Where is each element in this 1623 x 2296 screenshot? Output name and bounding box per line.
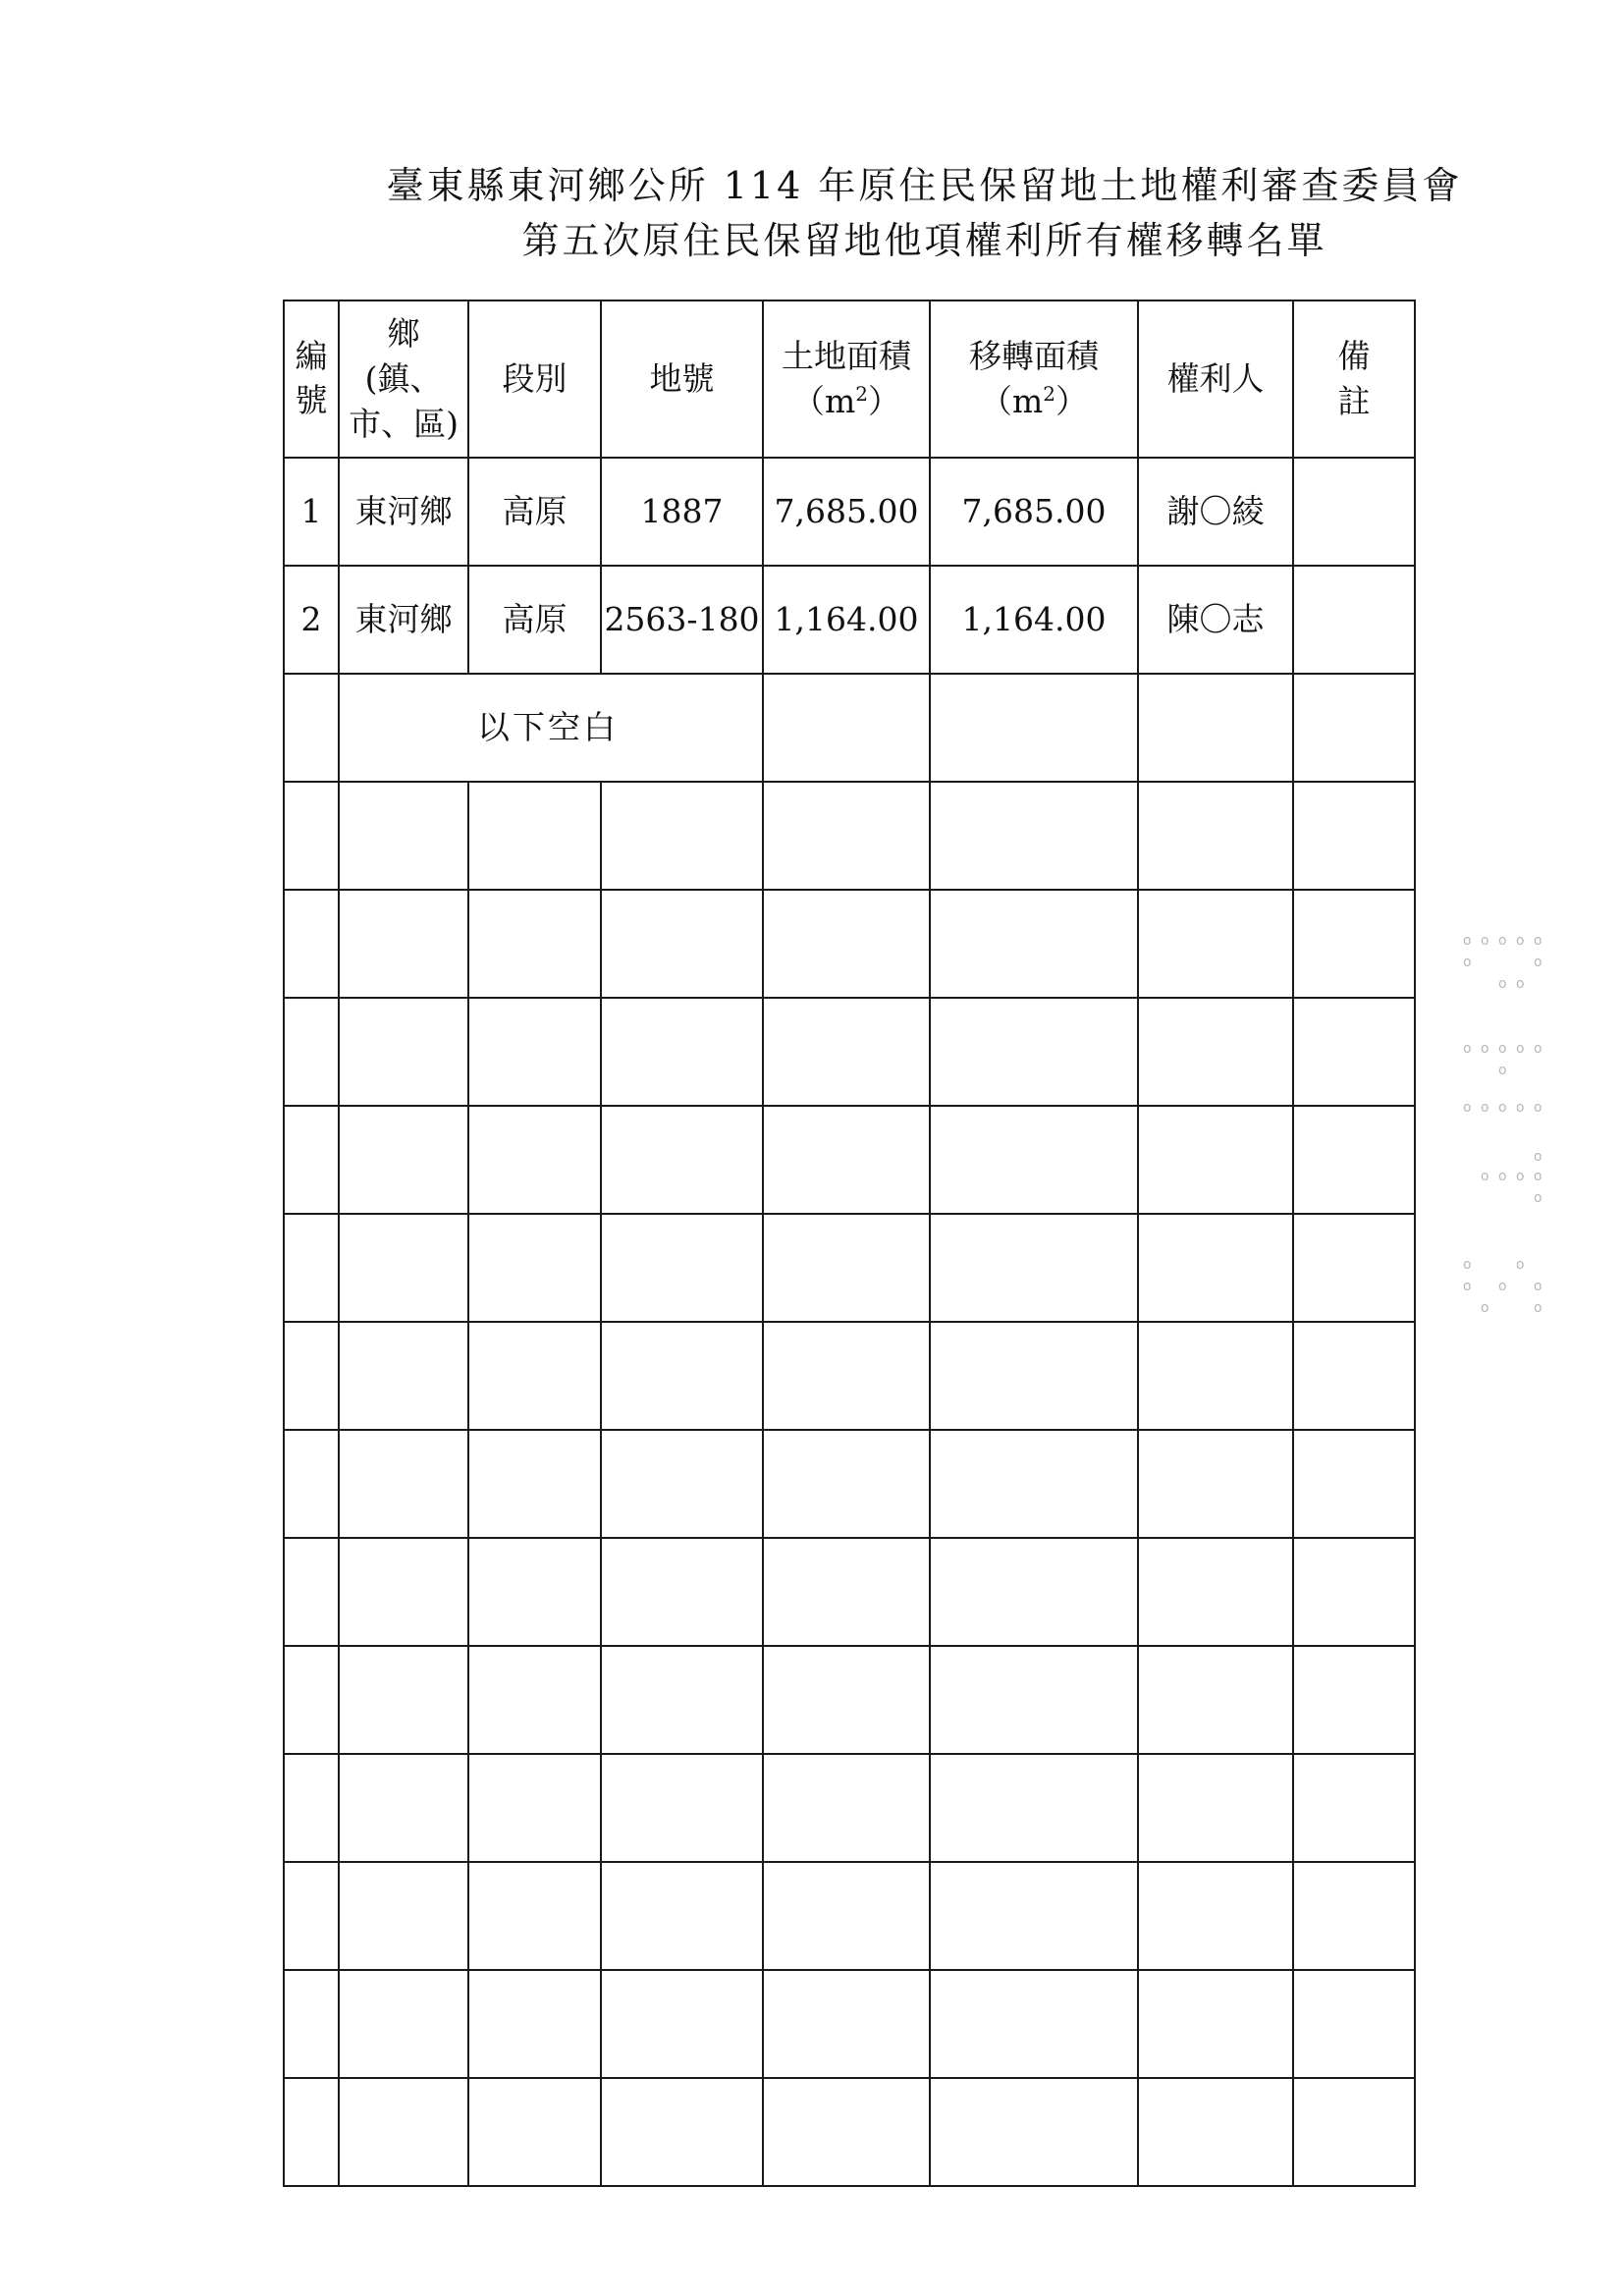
header-township: 鄉 (鎮、 市、區) [339, 301, 468, 458]
scan-dot: o [1463, 1279, 1472, 1294]
blank-note-row [284, 674, 1415, 782]
scan-dot: o [1481, 1300, 1489, 1316]
header-transfer-area: 移轉面積 $(m^2)$ [930, 301, 1138, 458]
table-header-row [284, 301, 1415, 458]
cell-remarks [1293, 458, 1415, 566]
scan-dot: o [1463, 933, 1472, 949]
cell-section: 高原 [468, 458, 601, 566]
blank-note: 以下空白 [339, 674, 763, 782]
cell-township: 東河鄉 [339, 566, 468, 674]
cell-number: 1 [284, 458, 339, 566]
scan-dot: o [1534, 1190, 1542, 1206]
cell-remarks [1293, 566, 1415, 674]
scan-dot: o [1516, 976, 1525, 992]
header-parcel: 地號 [601, 301, 763, 458]
empty-table-row [284, 1754, 1415, 1862]
scan-dot: o [1516, 1041, 1525, 1057]
scan-dot: o [1498, 1100, 1507, 1116]
cell-right-holder: 謝〇綾 [1138, 458, 1293, 566]
table-row [284, 566, 1415, 674]
empty-table-row [284, 890, 1415, 998]
scan-dot: o [1516, 1257, 1525, 1273]
document-title-line-1: 臺東縣東河鄉公所 114 年原住民保留地土地權利審查委員會 [386, 164, 1463, 207]
empty-rows [284, 782, 1415, 2186]
empty-table-row [284, 1862, 1415, 1970]
empty-table-row [284, 1430, 1415, 1538]
scan-dot: o [1481, 933, 1489, 949]
empty-table-row [284, 1322, 1415, 1430]
scan-dot: o [1534, 1169, 1542, 1184]
scan-dot: o [1498, 1169, 1507, 1184]
scan-dot: o [1481, 1041, 1489, 1057]
scan-dot: o [1516, 933, 1525, 949]
header-right-holder: 權利人 [1138, 301, 1293, 458]
cell-land-area: 7,685.00 [763, 458, 930, 566]
cell-number: 2 [284, 566, 339, 674]
cell-transfer-area: 1,164.00 [930, 566, 1138, 674]
empty-table-row [284, 1538, 1415, 1646]
scan-dot: o [1463, 1041, 1472, 1057]
scan-dot: o [1498, 976, 1507, 992]
scan-dot: o [1498, 1041, 1507, 1057]
scan-dot: o [1534, 1300, 1542, 1316]
scan-dot: o [1481, 1169, 1489, 1184]
scan-artifact [1463, 933, 1571, 1326]
empty-table-row [284, 782, 1415, 890]
empty-table-row [284, 1970, 1415, 2078]
table-row [284, 458, 1415, 566]
scan-dot: o [1534, 1100, 1542, 1116]
scan-dot: o [1534, 955, 1542, 970]
empty-table-row [284, 1106, 1415, 1214]
scan-dot: o [1463, 1257, 1472, 1273]
scan-dot: o [1498, 1279, 1507, 1294]
header-land-area: 土地面積 $(m^2)$ [763, 301, 930, 458]
cell-right-holder: 陳〇志 [1138, 566, 1293, 674]
scan-dot: o [1534, 1041, 1542, 1057]
scan-dot: o [1463, 955, 1472, 970]
empty-table-row [284, 1214, 1415, 1322]
scan-dot: o [1534, 1279, 1542, 1294]
cell-parcel: 1887 [601, 458, 763, 566]
scan-dot: o [1481, 1100, 1489, 1116]
scan-dot: o [1534, 933, 1542, 949]
cell-parcel: 2563-180 [601, 566, 763, 674]
scan-dot: o [1534, 1149, 1542, 1165]
empty-table-row [284, 998, 1415, 1106]
scan-dot: o [1498, 933, 1507, 949]
empty-table-row [284, 2078, 1415, 2186]
cell-transfer-area: 7,685.00 [930, 458, 1138, 566]
transfer-list-table [283, 300, 1416, 2187]
header-section: 段別 [468, 301, 601, 458]
cell-township: 東河鄉 [339, 458, 468, 566]
empty-table-row [284, 1646, 1415, 1754]
header-remarks: 備 註 [1293, 301, 1415, 458]
scan-dot: o [1463, 1100, 1472, 1116]
scan-dot: o [1516, 1169, 1525, 1184]
cell-section: 高原 [468, 566, 601, 674]
header-number: 編 號 [284, 301, 339, 458]
cell-land-area: 1,164.00 [763, 566, 930, 674]
scan-dot: o [1498, 1063, 1507, 1078]
scan-dot: o [1516, 1100, 1525, 1116]
document-title-line-2: 第五次原住民保留地他項權利所有權移轉名單 [521, 219, 1327, 262]
